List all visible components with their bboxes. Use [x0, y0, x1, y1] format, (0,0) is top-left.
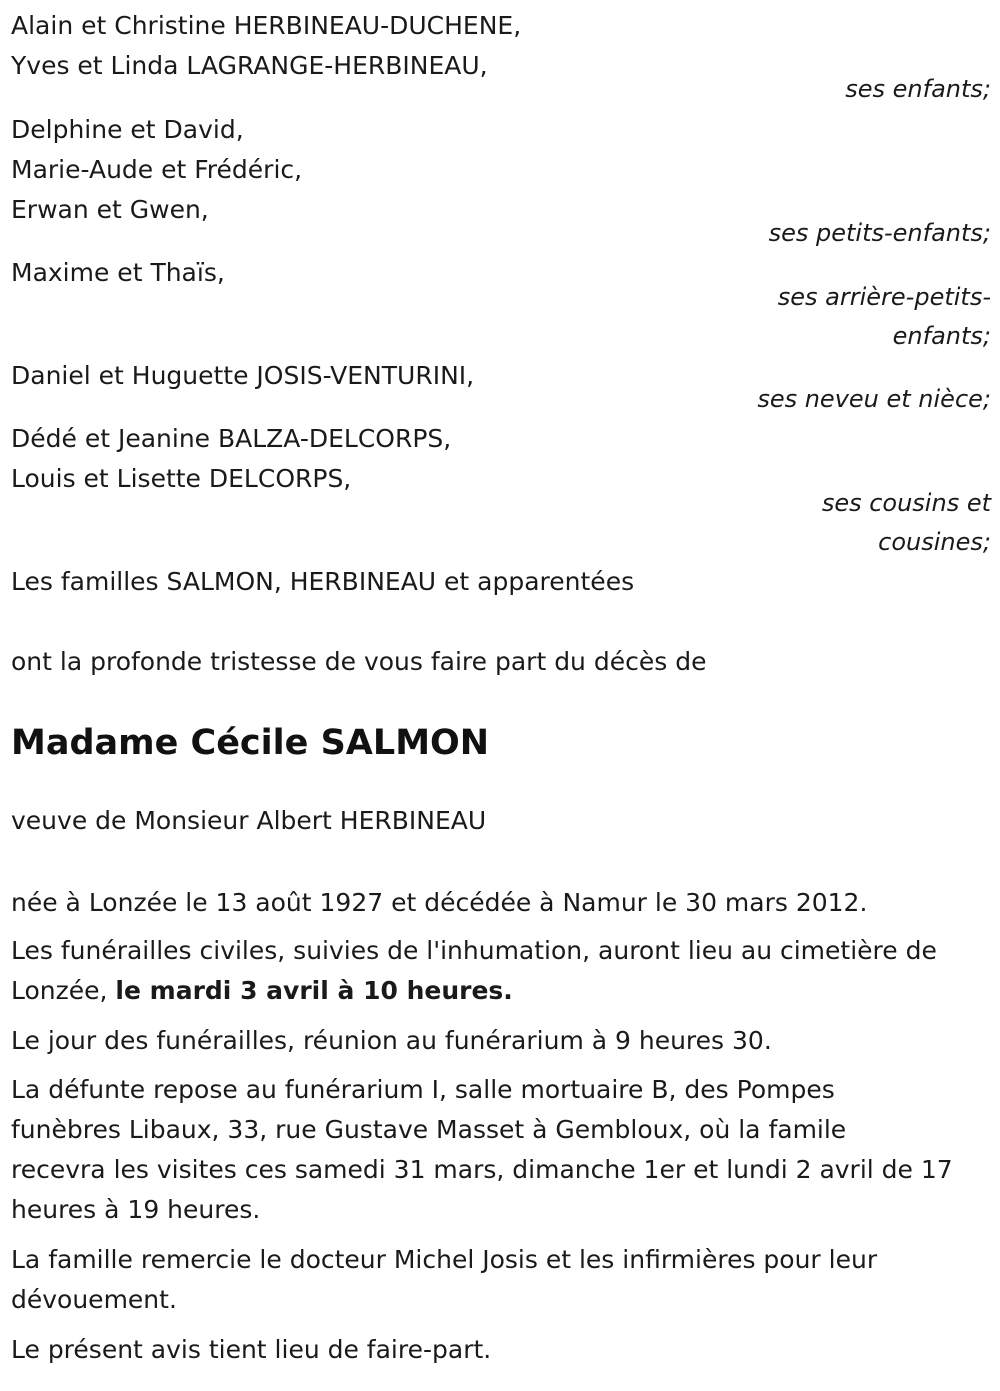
repose-line: heures à 19 heures.: [11, 1195, 261, 1224]
announcement-intro: ont la profonde tristesse de vous faire part du décès de: [11, 647, 707, 676]
relation-label: ses neveu et nièce;: [757, 385, 991, 413]
thanks-line: La famille remercie le docteur Michel Josis et les infirmières pour leur: [11, 1245, 878, 1274]
obituary-notice: [11, 6, 991, 1370]
family-line: Daniel et Huguette JOSIS-VENTURINI,: [11, 361, 475, 390]
family-line: Erwan et Gwen,: [11, 195, 209, 224]
meeting-line: Le jour des funérailles, réunion au funérarium à 9 heures 30.: [11, 1026, 772, 1055]
family-line: Louis et Lisette DELCORPS,: [11, 464, 352, 493]
family-line: Delphine et David,: [11, 115, 244, 144]
family-line: Marie-Aude et Frédéric,: [11, 155, 303, 184]
relation-label: ses arrière-petits-: [777, 283, 991, 311]
funeral-paragraph: [11, 931, 991, 1011]
repose-line: recevra les visites ces samedi 31 mars, dimanche 1er et lundi 2 avril de 17: [11, 1155, 953, 1184]
family-line: Maxime et Thaïs,: [11, 258, 225, 287]
relation-label: ses cousins et: [821, 489, 991, 517]
funeral-date: le mardi 3 avril à 10 heures.: [115, 976, 513, 1005]
relation-label: ses petits-enfants;: [768, 219, 991, 247]
widow-of-line: veuve de Monsieur Albert HERBINEAU: [11, 806, 487, 835]
relation-label: enfants;: [892, 322, 991, 350]
repose-line: La défunte repose au funérarium I, salle mortuaire B, des Pompes: [11, 1075, 835, 1104]
relation-label: cousines;: [878, 528, 991, 556]
funeral-text: Les funérailles civiles, suivies de l'inhumation, auront lieu au cimetière de Lonzée,: [11, 936, 937, 1005]
family-line: Alain et Christine HERBINEAU-DUCHENE,: [11, 11, 522, 40]
birth-death-line: née à Lonzée le 13 août 1927 et décédée à Namur le 30 mars 2012.: [11, 888, 868, 917]
thanks-line: dévouement.: [11, 1285, 177, 1314]
thanks-paragraph: [11, 1240, 991, 1320]
relation-label: ses enfants;: [845, 75, 991, 103]
deceased-name: Madame Cécile SALMON: [11, 723, 490, 763]
family-line: Yves et Linda LAGRANGE-HERBINEAU,: [11, 51, 488, 80]
repose-paragraph: [11, 1070, 991, 1230]
families-line: Les familles SALMON, HERBINEAU et apparentées: [11, 567, 635, 596]
repose-line: funèbres Libaux, 33, rue Gustave Masset à Gembloux, où la famile: [11, 1115, 847, 1144]
closing-line: Le présent avis tient lieu de faire-part.: [11, 1335, 492, 1364]
family-line: Dédé et Jeanine BALZA-DELCORPS,: [11, 424, 452, 453]
